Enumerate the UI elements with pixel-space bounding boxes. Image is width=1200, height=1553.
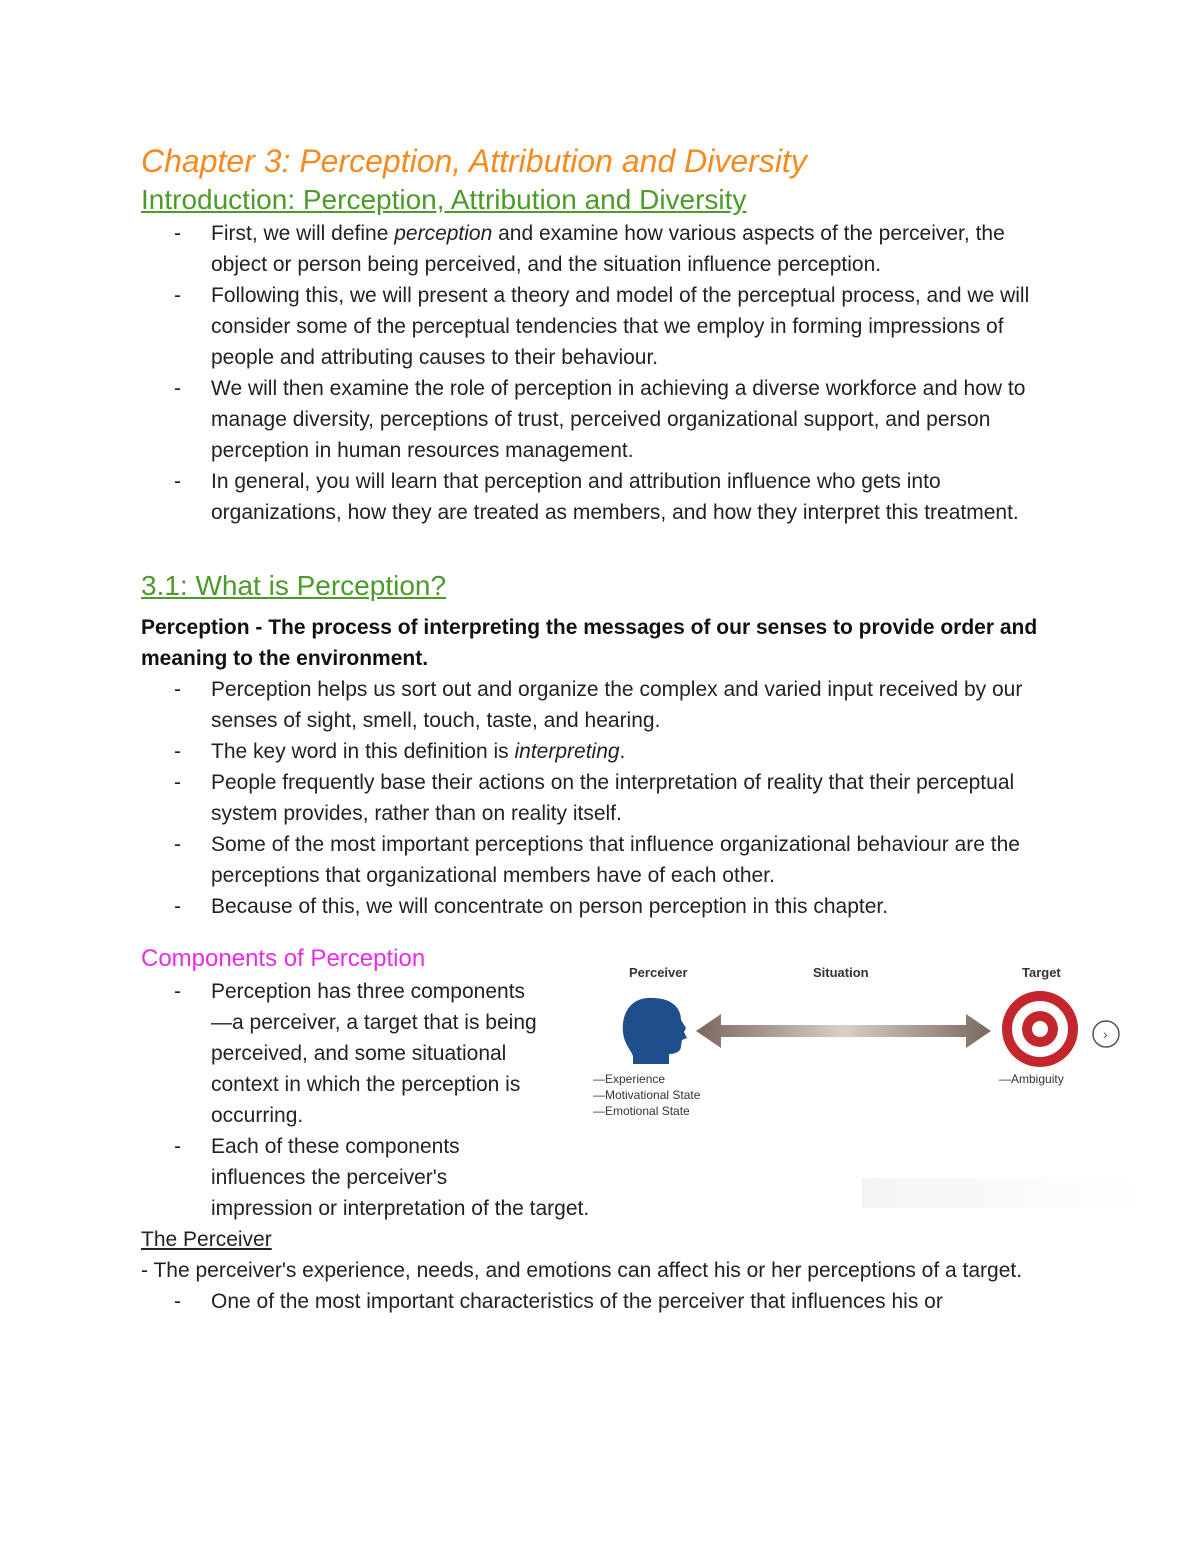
- emphasis-perception: perception: [394, 222, 493, 245]
- list-item: - Perception helps us sort out and organize the complex and varied input received by our senses of sight, smell, touch, taste, and hearing.: [141, 674, 1066, 736]
- list-item: - In general, you will learn that perception and attribution influence who gets into organizations, how they are treated as members, and how they interpret this treatment.: [141, 466, 1066, 528]
- intro-heading: Introduction: Perception, Attribution and Diversity: [141, 184, 747, 215]
- dash-marker: -: [174, 1290, 181, 1313]
- perception-definition: Perception - The process of interpreting the messages of our senses to provide order and meaning to the environment.: [141, 616, 1038, 670]
- dash-marker: -: [174, 470, 181, 493]
- double-arrow-icon: [696, 1014, 991, 1048]
- situation-label: Situation: [813, 965, 869, 980]
- dash-marker: -: [174, 222, 181, 245]
- list-item: - One of the most important characteristics of the perceiver that influences his or: [141, 1286, 1066, 1317]
- dash-marker: -: [174, 895, 181, 918]
- perception-components-diagram: [591, 962, 1151, 1132]
- dash-marker: -: [174, 771, 181, 794]
- dash-marker: -: [174, 1135, 181, 1158]
- list-item: - We will then examine the role of perception in achieving a diverse workforce and how to manage diversity, perceptions of trust, perceived organizational support, and person perception in human resources management.: [141, 373, 1066, 466]
- diagram-svg: [591, 962, 1151, 1132]
- dash-marker: -: [174, 377, 181, 400]
- list-item: - Following this, we will present a theory and model of the perceptual process, and we will consider some of the perceptual tendencies that we employ in forming impressions of people and attributing causes to their behaviour.: [141, 280, 1066, 373]
- intro-bullet-list: [141, 218, 1066, 528]
- list-item: - Some of the most important perceptions that influence organizational behaviour are the perceptions that organizational members have of each other.: [141, 829, 1066, 891]
- list-item: - First, we will define perception and examine how various aspects of the perceiver, the object or person being perceived, and the situation influence perception.: [141, 218, 1066, 280]
- svg-text:›: ›: [1103, 1026, 1108, 1042]
- target-label: Target: [1022, 965, 1061, 980]
- perceiver-trait: —Experience: [593, 1072, 666, 1086]
- list-item: - Each of these components influences the perceiver's impression or interpretation of the target.: [141, 1131, 771, 1224]
- document-content: [141, 140, 1108, 1317]
- perceiver-bullet-list: [141, 1286, 1066, 1317]
- emphasis-interpreting: interpreting: [514, 740, 620, 763]
- section-3-1-bullet-list: [141, 674, 1066, 922]
- list-item: - People frequently base their actions on the interpretation of reality that their perceptual system provides, rather than on reality itself.: [141, 767, 1066, 829]
- next-arrow-icon[interactable]: [1093, 1021, 1119, 1047]
- dash-marker: -: [174, 833, 181, 856]
- components-bullet-list: [141, 976, 596, 1224]
- chapter-title: Chapter 3: Perception, Attribution and Diversity: [141, 143, 807, 179]
- perceiver-trait: —Motivational State: [593, 1088, 701, 1102]
- dash-marker: -: [174, 740, 181, 763]
- target-trait: —Ambiguity: [999, 1072, 1064, 1086]
- perceiver-label: Perceiver: [629, 965, 688, 980]
- target-bullseye-icon: [1002, 991, 1078, 1067]
- perceiver-paragraph: - The perceiver's experience, needs, and emotions can affect his or her perceptions of a target.: [141, 1259, 1023, 1282]
- list-item: - The key word in this definition is interpreting.: [141, 736, 1066, 767]
- list-item: - Perception has three components —a perceiver, a target that is being perceived, and some situational context in which the perception is occurring.: [141, 976, 596, 1131]
- perceiver-heading: The Perceiver: [141, 1228, 272, 1251]
- list-item: - Because of this, we will concentrate on person perception in this chapter.: [141, 891, 1066, 922]
- perceiver-trait: —Emotional State: [593, 1104, 690, 1118]
- components-heading: Components of Perception: [141, 945, 426, 972]
- components-section: [141, 942, 1108, 1224]
- dash-marker: -: [174, 678, 181, 701]
- section-3-1-heading: 3.1: What is Perception?: [141, 570, 447, 601]
- head-silhouette-icon: [623, 998, 687, 1064]
- dash-marker: -: [174, 284, 181, 307]
- dash-marker: -: [174, 980, 181, 1003]
